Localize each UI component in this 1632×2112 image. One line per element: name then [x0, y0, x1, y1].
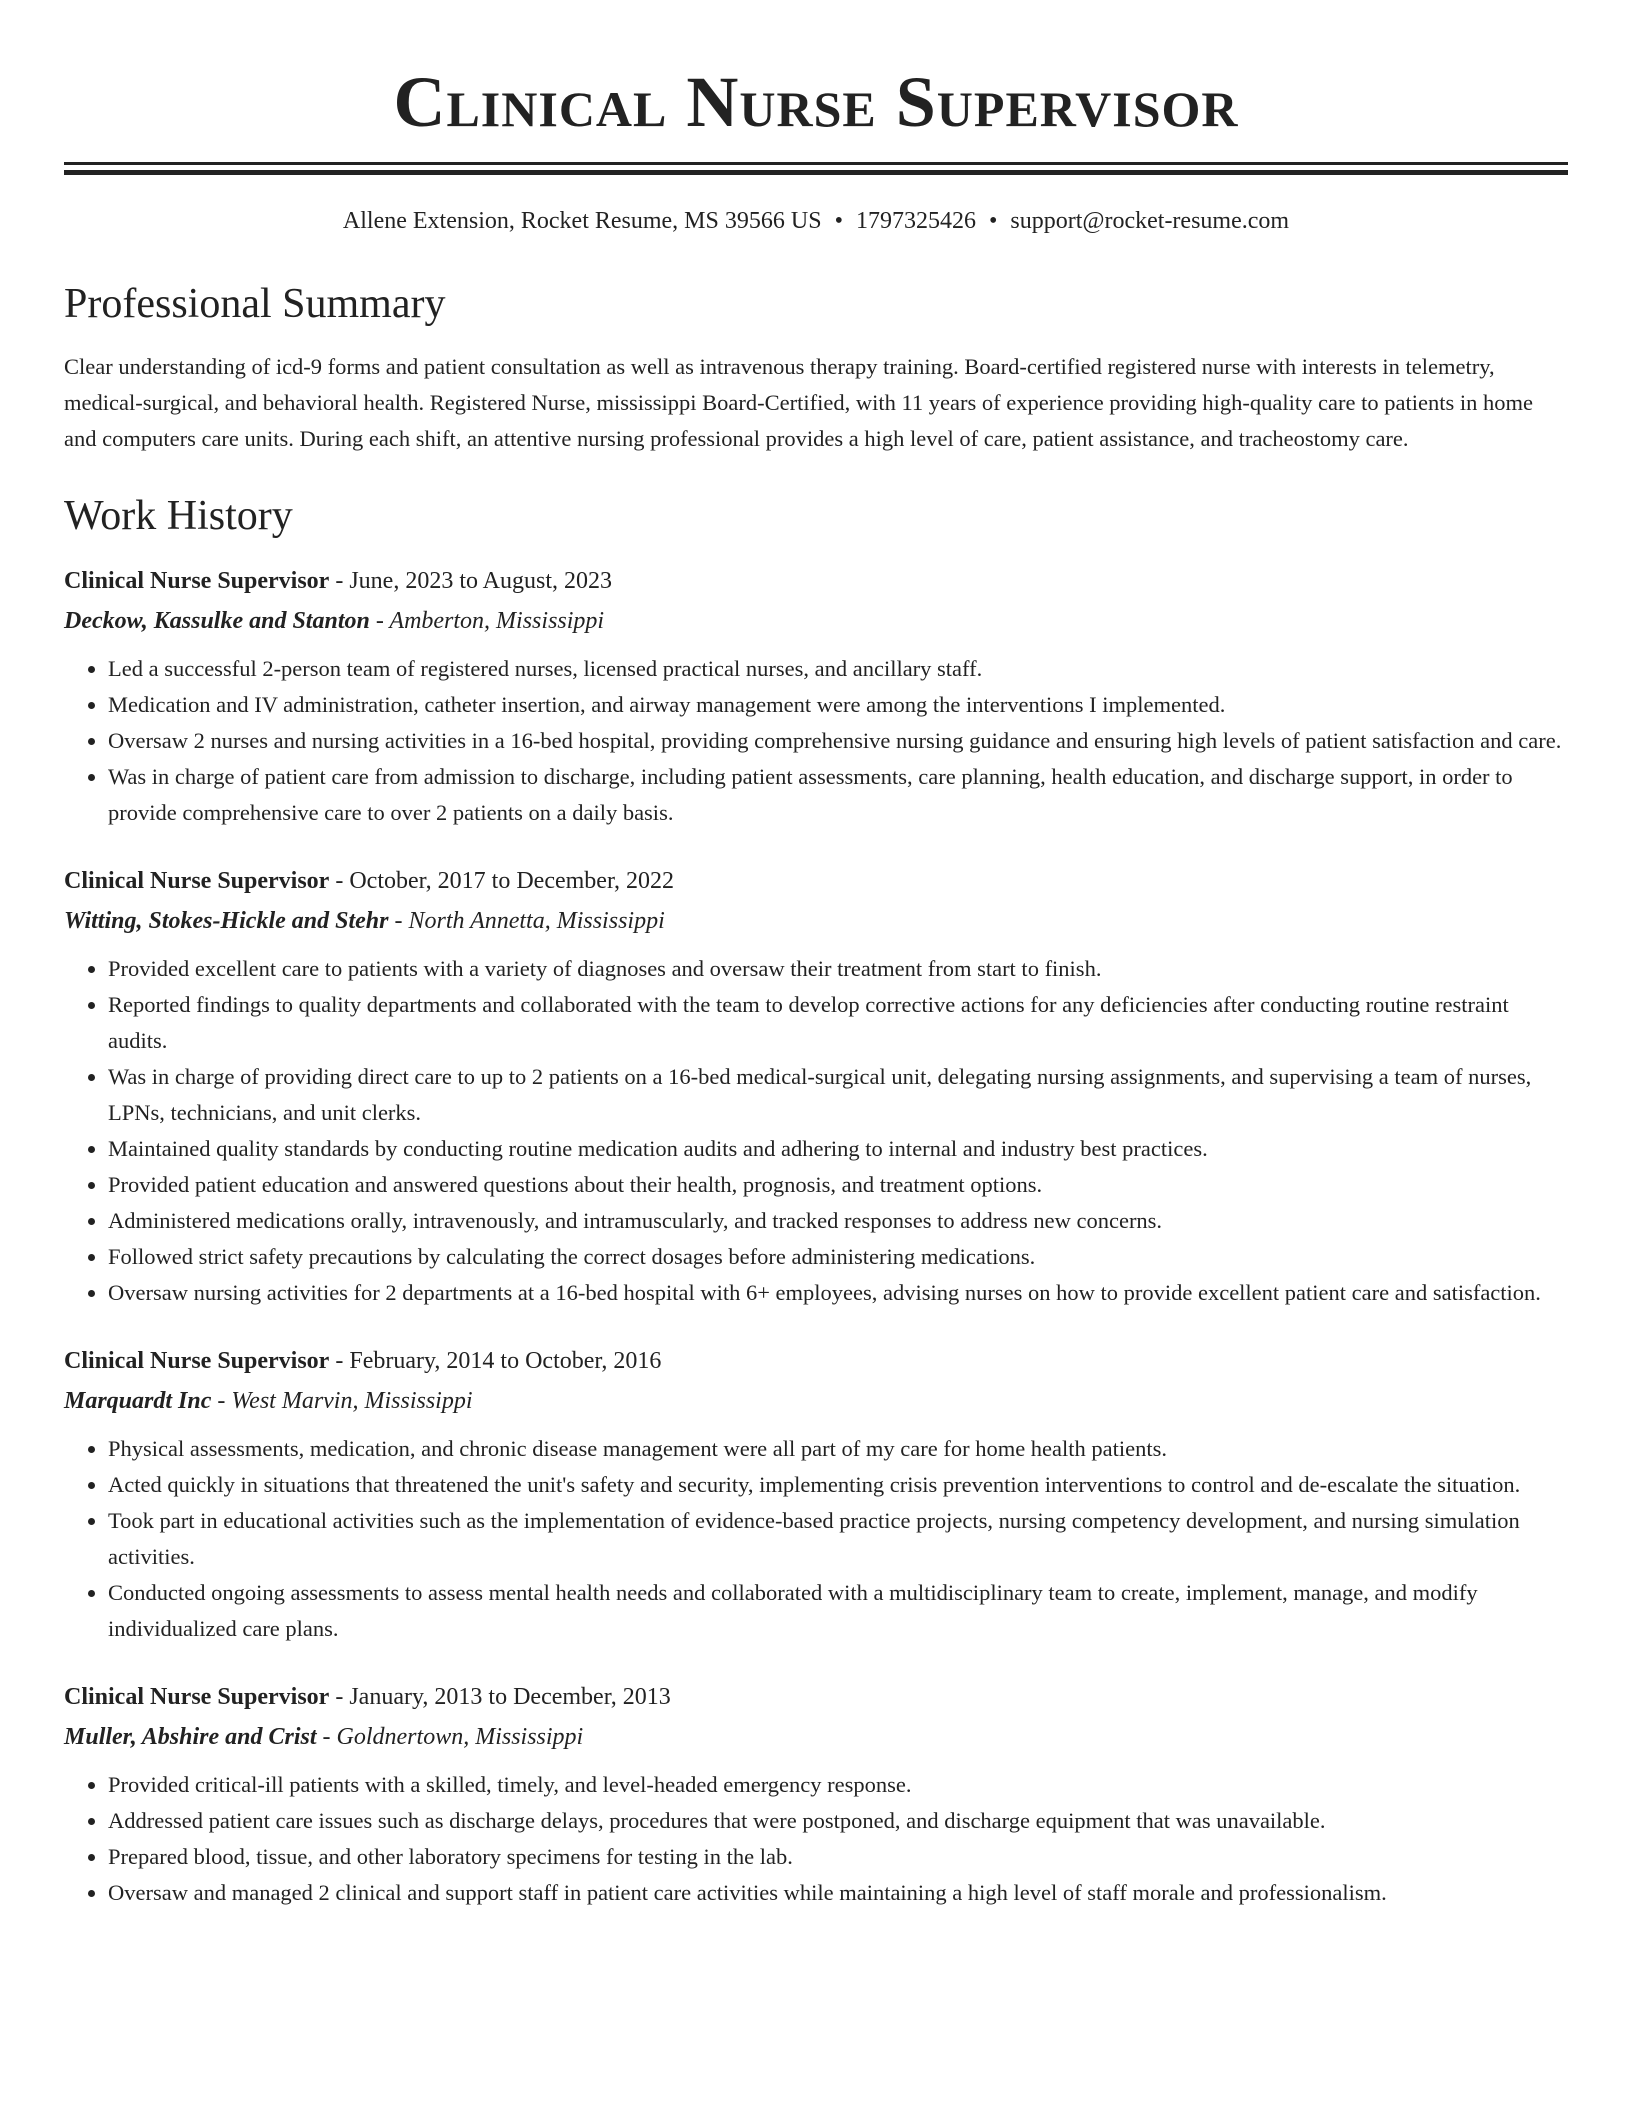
- job-dates: June, 2023 to August, 2023: [349, 568, 613, 594]
- job-bullet: • Physical assessments, medication, and chronic disease management were all part of my care for home health patients.: [108, 1431, 1568, 1467]
- job-dash: -: [369, 608, 390, 634]
- job-employer: [64, 1717, 1568, 1757]
- contact-phone: 1797325426: [855, 208, 976, 234]
- job-bullet: • Conducted ongoing assessments to assess mental health needs and collaborated with a multidisciplinary team to create, implement, manage, and modify individualized care plans.: [108, 1575, 1568, 1647]
- job-bullet: • Oversaw 2 nurses and nursing activities in a 16-bed hospital, providing comprehensive nursing guidance and ensuring high levels of patient satisfaction and care.: [108, 723, 1568, 759]
- contact-email: support@rocket-resume.com: [1010, 208, 1290, 234]
- job-entry: [64, 1341, 1568, 1647]
- job-bullets: [64, 951, 1568, 1311]
- job-bullet: • Was in charge of providing direct care to up to 2 patients on a 16-bed medical-surgical unit, delegating nursing assignments, and supervising a team of nurses, LPNs, technicians, and unit clerks.: [108, 1059, 1568, 1131]
- job-employer: [64, 901, 1568, 941]
- contact-line: [64, 205, 1568, 237]
- job-bullet: • Was in charge of patient care from admission to discharge, including patient assessments, care planning, health education, and discharge support, in order to provide comprehensive care to over 2 patients on a daily basis.: [108, 759, 1568, 831]
- job-bullet: • Provided excellent care to patients with a variety of diagnoses and oversaw their treatment from start to finish.: [108, 951, 1568, 987]
- job-bullet: • Oversaw and managed 2 clinical and support staff in patient care activities while maintaining a high level of staff morale and professionalism.: [108, 1875, 1568, 1911]
- job-entry: [64, 861, 1568, 1311]
- summary-text: Clear understanding of icd-9 forms and patient consultation as well as intravenous therapy training. Board-certified registered nurse with interests in telemetry, medical-surgical, and behavioral health. Registered Nurse, mississippi Board-Certified, with 11 years of experience providing high-quality care to patients in home and computers care units. During each shift, an attentive nursing professional provides a high level of care, patient assistance, and tracheostomy care.: [64, 354, 1533, 451]
- job-company: Witting, Stokes-Hickle and Stehr: [64, 908, 389, 934]
- job-bullet: • Maintained quality standards by conducting routine medication audits and adhering to internal and industry best practices.: [108, 1131, 1568, 1167]
- job-bullet: • Took part in educational activities such as the implementation of evidence-based practice projects, nursing competency development, and nursing simulation activities.: [108, 1503, 1568, 1575]
- contact-separator: •: [834, 208, 843, 234]
- resume-name: Clinical Nurse Supervisor: [393, 62, 1239, 142]
- job-role: Clinical Nurse Supervisor: [64, 568, 330, 594]
- job-location: Goldnertown, Mississippi: [336, 1724, 584, 1750]
- job-entry: [64, 561, 1568, 831]
- contact-address: Allene Extension, Rocket Resume, MS 39566 US: [342, 208, 822, 234]
- job-header: [64, 1341, 1568, 1381]
- header-rule-thick: [64, 170, 1568, 175]
- job-header: [64, 1677, 1568, 1717]
- job-bullet: • Reported findings to quality departments and collaborated with the team to develop corrective actions for any deficiencies after conducting routine restraint audits.: [108, 987, 1568, 1059]
- job-dash: -: [329, 1348, 350, 1374]
- job-bullet: • Prepared blood, tissue, and other laboratory specimens for testing in the lab.: [108, 1839, 1568, 1875]
- job-bullet: • Medication and IV administration, catheter insertion, and airway management were among the interventions I implemented.: [108, 687, 1568, 723]
- job-bullet: • Acted quickly in situations that threatened the unit's safety and security, implementing crisis prevention interventions to control and de-escalate the situation.: [108, 1467, 1568, 1503]
- contact-separator: •: [988, 208, 998, 234]
- header-rule-thin: [64, 162, 1568, 165]
- job-dates: October, 2017 to December, 2022: [349, 868, 674, 894]
- job-location: Amberton, Mississippi: [389, 608, 605, 634]
- job-location: West Marvin, Mississippi: [231, 1388, 473, 1414]
- job-bullet: • Administered medications orally, intravenously, and intramuscularly, and tracked responses to address new concerns.: [108, 1203, 1568, 1239]
- job-role: Clinical Nurse Supervisor: [64, 868, 330, 894]
- job-bullet: • Provided critical-ill patients with a skilled, timely, and level-headed emergency response.: [108, 1767, 1568, 1803]
- job-dash: -: [388, 908, 409, 934]
- job-location: North Annetta, Mississippi: [408, 908, 665, 934]
- section-title-summary: Professional Summary: [64, 281, 446, 327]
- job-header: [64, 561, 1568, 601]
- job-bullet: • Followed strict safety precautions by calculating the correct dosages before administering medications.: [108, 1239, 1568, 1275]
- job-bullet: • Addressed patient care issues such as discharge delays, procedures that were postponed, and discharge equipment that was unavailable.: [108, 1803, 1568, 1839]
- job-dash: -: [329, 568, 350, 594]
- job-bullet: • Oversaw nursing activities for 2 departments at a 16-bed hospital with 6+ employees, advising nurses on how to provide excellent patient care and satisfaction.: [108, 1275, 1568, 1311]
- job-entry: [64, 1677, 1568, 1911]
- job-role: Clinical Nurse Supervisor: [64, 1348, 330, 1374]
- job-header: [64, 861, 1568, 901]
- job-dates: January, 2013 to December, 2013: [349, 1684, 671, 1710]
- job-company: Deckow, Kassulke and Stanton: [64, 608, 370, 634]
- job-dates: February, 2014 to October, 2016: [349, 1348, 662, 1374]
- job-company: Marquardt Inc: [64, 1388, 212, 1414]
- job-dash: -: [211, 1388, 232, 1414]
- job-bullets: [64, 651, 1568, 831]
- job-company: Muller, Abshire and Crist: [64, 1724, 317, 1750]
- job-bullets: [64, 1431, 1568, 1647]
- section-title-work-history: Work History: [64, 493, 293, 539]
- job-dash: -: [316, 1724, 337, 1750]
- job-bullets: [64, 1767, 1568, 1911]
- job-dash: -: [329, 868, 350, 894]
- job-dash: -: [329, 1684, 350, 1710]
- job-bullet: • Led a successful 2-person team of registered nurses, licensed practical nurses, and ancillary staff.: [108, 651, 1568, 687]
- job-role: Clinical Nurse Supervisor: [64, 1684, 330, 1710]
- job-employer: [64, 1381, 1568, 1421]
- work-history-list: [64, 561, 1568, 1911]
- job-bullet: • Provided patient education and answered questions about their health, prognosis, and treatment options.: [108, 1167, 1568, 1203]
- job-employer: [64, 601, 1568, 641]
